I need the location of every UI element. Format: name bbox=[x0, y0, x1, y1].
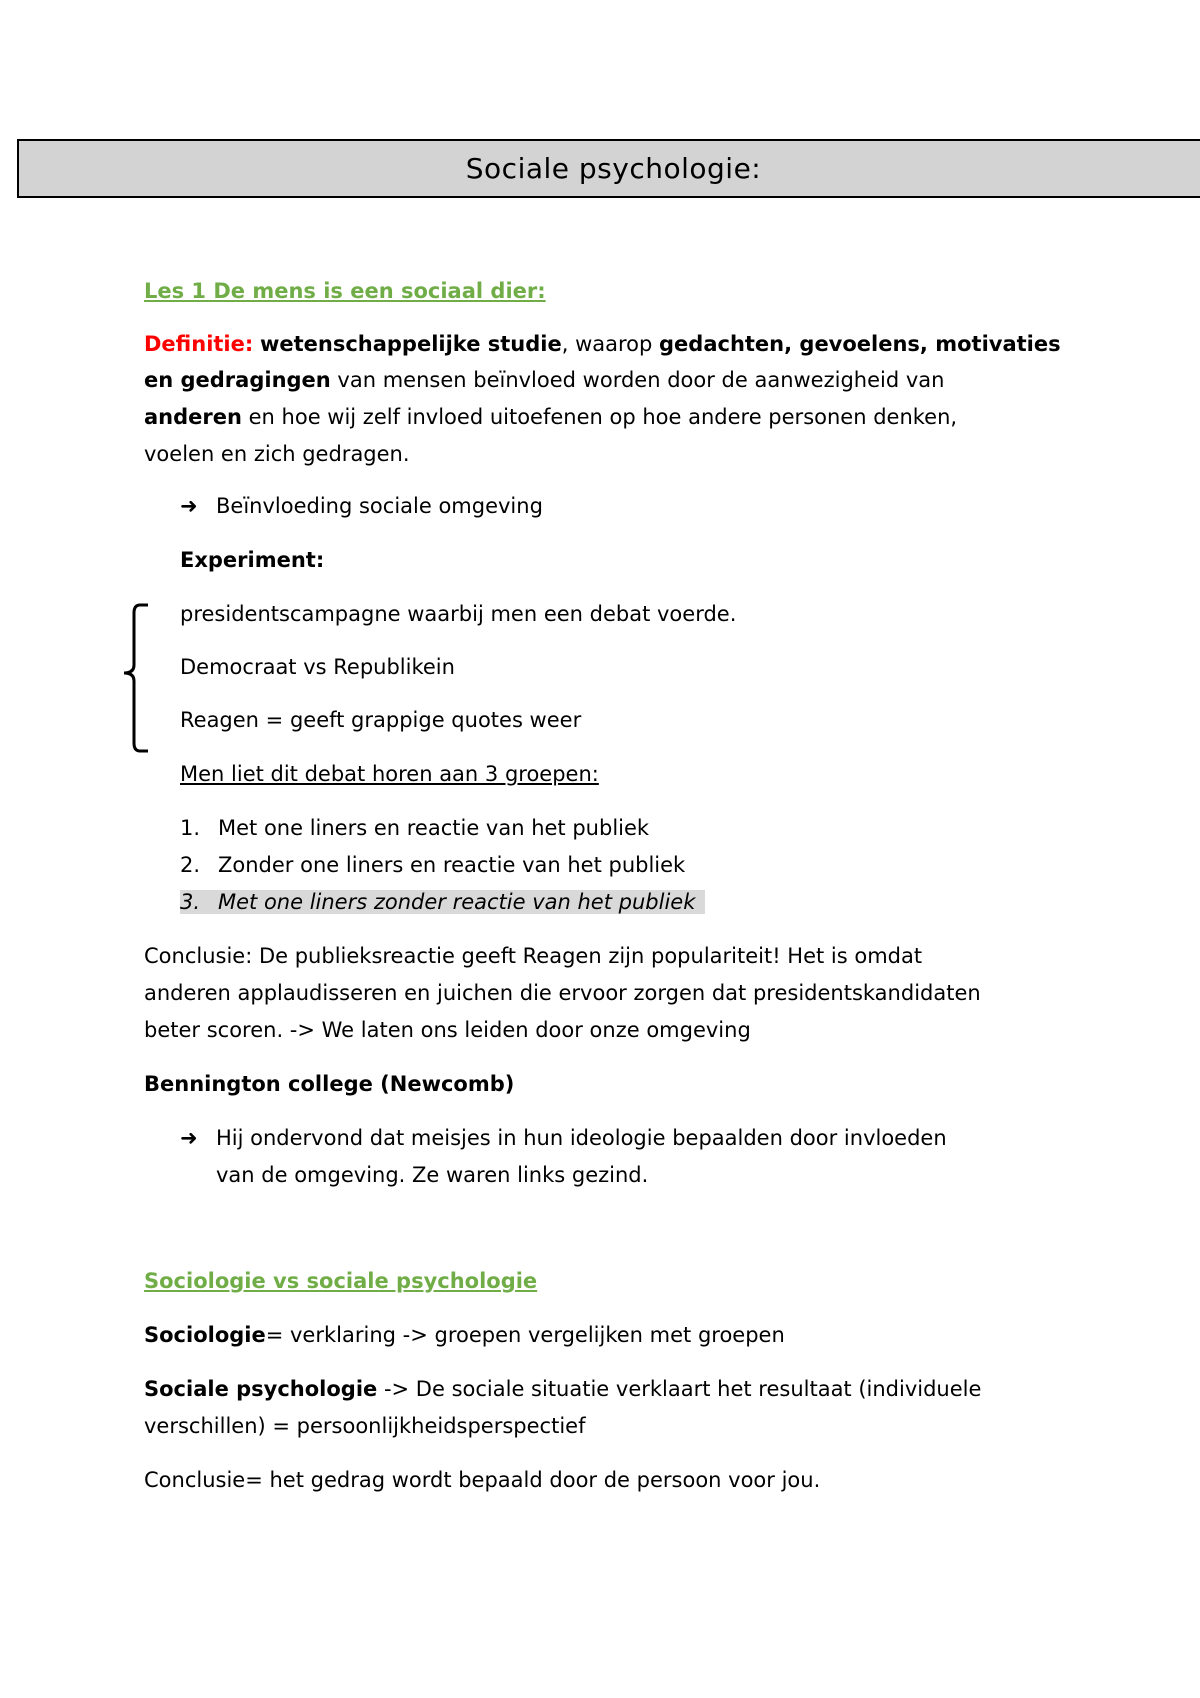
socpsy-text-1: -> De sociale situatie verklaart het resultaat (individuele bbox=[377, 1377, 982, 1401]
bracket-line-1-text: presidentscampagne waarbij men een debat voerde. bbox=[180, 602, 737, 626]
definition-bold-2: gedachten, gevoelens, motivaties bbox=[659, 332, 1061, 356]
conclusion-line-1 bbox=[144, 942, 922, 970]
definition-bold-3: en gedragingen bbox=[144, 368, 331, 392]
arrow-line-1-text: Beïnvloeding sociale omgeving bbox=[216, 494, 543, 518]
group-item-2-text: Zonder one liners en reactie van het publiek bbox=[218, 853, 686, 877]
bracket-line-3-text: Reagen = geeft grappige quotes weer bbox=[180, 708, 582, 732]
socpsy-label: Sociale psychologie bbox=[144, 1377, 378, 1401]
group-item-1-text: Met one liners en reactie van het publiek bbox=[218, 816, 650, 840]
sociologie-text: = verklaring -> groepen vergelijken met groepen bbox=[265, 1323, 785, 1347]
group-item-2 bbox=[180, 851, 685, 879]
conclusion-line-1-text: Conclusie: De publieksreactie geeft Reagen zijn populariteit! Het is omdat bbox=[144, 944, 923, 968]
definition-bold-1: wetenschappelijke studie bbox=[259, 332, 562, 356]
curly-bracket-icon bbox=[122, 603, 162, 753]
group-item-3-text: Met one liners zonder reactie van het publiek bbox=[218, 890, 696, 914]
socpsy-line-2 bbox=[144, 1412, 585, 1440]
bennington-heading-text: Bennington college (Newcomb) bbox=[144, 1072, 515, 1096]
section1-heading-text: Les 1 De mens is een sociaal dier: bbox=[144, 279, 546, 303]
arrow-line-1 bbox=[180, 492, 543, 520]
conclusion-line-3-text: beter scoren. -> We laten ons leiden door onze omgeving bbox=[144, 1018, 751, 1042]
groups-heading bbox=[180, 760, 599, 788]
definition-text-1: , waarop bbox=[561, 332, 660, 356]
definition-line-3 bbox=[144, 403, 957, 431]
group-item-2-num: 2. bbox=[180, 853, 201, 877]
definition-line-1 bbox=[144, 330, 1061, 358]
bennington-heading bbox=[144, 1070, 514, 1098]
experiment-label-text: Experiment: bbox=[180, 548, 325, 572]
arrow-line-2-cont bbox=[216, 1161, 648, 1189]
groups-heading-text: Men liet dit debat horen aan 3 groepen: bbox=[180, 762, 599, 786]
definition-line-4 bbox=[144, 440, 410, 468]
arrow-line-2-text: Hij ondervond dat meisjes in hun ideologie bepaalden door invloeden bbox=[216, 1126, 947, 1150]
socpsy-line-1 bbox=[144, 1375, 981, 1403]
group-item-3 bbox=[180, 888, 705, 916]
section1-heading bbox=[144, 277, 546, 305]
group-item-1 bbox=[180, 814, 649, 842]
arrow-line-2 bbox=[180, 1124, 947, 1152]
conclusion-line-2 bbox=[144, 979, 981, 1007]
experiment-label bbox=[180, 546, 324, 574]
group-item-3-num: 3. bbox=[180, 890, 201, 914]
section2-conclusion bbox=[144, 1466, 820, 1494]
bracket-line-3 bbox=[180, 706, 581, 734]
group-item-1-num: 1. bbox=[180, 816, 201, 840]
socpsy-text-2: verschillen) = persoonlijkheidsperspectief bbox=[144, 1414, 586, 1438]
bracket-line-2 bbox=[180, 653, 455, 681]
definition-line-2 bbox=[144, 366, 944, 394]
definition-bold-4: anderen bbox=[144, 405, 242, 429]
sociologie-line bbox=[144, 1321, 785, 1349]
arrow-right-icon: ➜ bbox=[180, 494, 198, 518]
bracket-line-2-text: Democraat vs Republikein bbox=[180, 655, 455, 679]
arrow-line-2-cont-text: van de omgeving. Ze waren links gezind. bbox=[216, 1163, 649, 1187]
definition-text-3: en hoe wij zelf invloed uitoefenen op hoe andere personen denken, bbox=[241, 405, 958, 429]
arrow-right-icon: ➜ bbox=[180, 1126, 198, 1150]
conclusion-line-2-text: anderen applaudisseren en juichen die ervoor zorgen dat presidentskandidaten bbox=[144, 981, 981, 1005]
sociologie-label: Sociologie bbox=[144, 1323, 266, 1347]
section2-heading-text: Sociologie vs sociale psychologie bbox=[144, 1269, 538, 1293]
definition-text-4: voelen en zich gedragen. bbox=[144, 442, 410, 466]
page-title: Sociale psychologie: bbox=[465, 152, 762, 185]
section2-heading bbox=[144, 1267, 537, 1295]
bracket-line-1 bbox=[180, 600, 736, 628]
title-box bbox=[17, 139, 1200, 198]
section2-conclusion-text: Conclusie= het gedrag wordt bepaald door de persoon voor jou. bbox=[144, 1468, 821, 1492]
conclusion-line-3 bbox=[144, 1016, 751, 1044]
definition-text-2: van mensen beïnvloed worden door de aanwezigheid van bbox=[330, 368, 945, 392]
definition-label: Definitie: bbox=[144, 332, 254, 356]
group-item-3-highlight bbox=[180, 890, 705, 914]
